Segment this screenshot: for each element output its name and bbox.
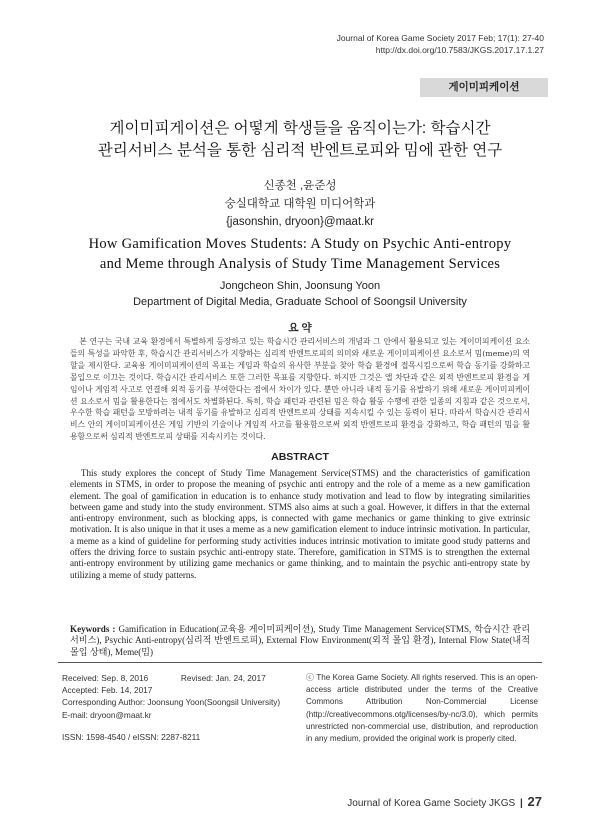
page-number: 27 [527, 794, 542, 809]
divider-rule [58, 662, 542, 663]
korean-abstract-heading: 요 약 [288, 322, 312, 334]
keywords-list: Gamification in Education(교육용 게이미피케이션), Study Time Management Service(STMS, 학습시간 관리서비스), Psychic Anti-entropy(심리적 반엔트로피), External Flow Environment(외적 몰입 환경), Internal Flow State(내적 몰입 상태), Meme(밈) [70, 624, 530, 657]
english-author-names: Jongcheon Shin, Joonsung Yoon [219, 280, 381, 292]
keywords-block [70, 624, 530, 658]
author-email[interactable]: E-mail: dryoon@maat.kr [62, 709, 152, 720]
english-abstract-heading: ABSTRACT [271, 451, 329, 463]
copyright-notice: ⓒ The Korea Game Society. All rights reserved. This is an open-access article distributed under the terms of the Creative Commons Attribution Non-Commercial License (http://creativecommons.otg/licenses/by-nc/3.0), which permits unrestricted non-commercial use, distribution, and reproduction in any medium, provided the original work is properly cited. [306, 673, 538, 744]
english-authors-block [40, 278, 560, 310]
english-affiliation: Department of Digital Media, Graduate School of Soongsil University [133, 296, 467, 308]
journal-header [337, 32, 544, 56]
korean-affiliation: 숭실대학교 대학원 미디어학과 [224, 198, 376, 210]
doi-link[interactable]: http://dx.doi.org/10.7583/JKGS.2017.17.1.27 [375, 45, 544, 55]
english-title [40, 234, 560, 274]
footer-journal-name: Journal of Korea Game Society JKGS [347, 798, 516, 809]
issn-line: ISSN: 1598-4540 / eISSN: 2287-8211 [62, 731, 201, 742]
journal-citation: Journal of Korea Game Society 2017 Feb; 17(1): 27-40 [336, 33, 544, 43]
korean-title-line-2: 관리서비스 분석을 통한 심리적 반엔트로피와 밈에 관한 연구 [97, 142, 503, 159]
corresponding-author: Corresponding Author: Joonsung Yoon(Soongsil University) [62, 697, 281, 708]
footer-separator: | [519, 798, 523, 809]
section-tag: 게이미피케이션 [420, 78, 548, 97]
korean-author-names: 신종천 ,윤준성 [263, 180, 337, 192]
revised-date: Revised: Jan. 24, 2017 [180, 673, 266, 683]
received-revised-line [62, 672, 287, 684]
english-title-line-2: and Meme through Analysis of Study Time Management Services [99, 256, 501, 272]
korean-authors-block [40, 177, 560, 231]
received-date: Received: Sep. 8, 2016 [62, 673, 149, 683]
english-title-line-1: How Gamification Moves Students: A Study on Psychic Anti-entropy [88, 236, 512, 252]
keywords-label: Keywords : [70, 624, 116, 634]
korean-abstract-text: 본 연구는 국내 교육 환경에서 특별하게 등장하고 있는 학습시간 관리서비스의 개념과 그 안에서 활용되고 있는 게이미피케이션 요소들의 특성을 파악한 후, 학습시간 관리서비스가 지향하는 심리적 반엔트로피의 의미와 새로운 게이미피케이션 요소로서 밈(meme)의 역할을 제시한다. 교육용 게이미피케이션의 목표는 게임과 학습의 유사한 부분을 찾아 학습 환경에 접목시킴으로써 학습 동기를 강화하고 몰입으로 이끄는 것이다. 학습시간 관리서비스 또한 그러한 목표를 지향한다. 하지만 그것은 앱 차단과 같은 외적 반엔트로피 환경을 게임이나 게임적 사고로 연결해 외적 동기를 부여한다는 점에서 차이가 있다. 뿐만 아니라 내적 동기를 유발하기 위해 새로운 게이미피케이션 요소로서 밈을 활용한다는 점에서도 차별화된다. 특히, 학습 패턴과 관련된 밈은 학습 활동 수행에 관한 일종의 지침과 같은 것으로서, 우수한 학습 패턴을 모방하려는 내적 동기를 유발하고 심리적 반엔트로피 상태를 지속시킬 수 있는 동력이 된다. 따라서 학습시간 관리서비스 안의 게이미피케이션은 게임 기반의 기술이나 게임적 사고를 활용함으로써 외적 반엔트로피 환경을 강화하고, 학습 패턴의 밈을 활용함으로써 심리적 반엔트로피 상태를 지속시키는 것이다. [70, 337, 530, 442]
korean-title [40, 118, 560, 162]
korean-title-line-1: 게이미피게이션은 어떻게 학생들을 움직이는가: 학습시간 [109, 120, 491, 137]
page-footer [347, 794, 542, 809]
english-abstract-text: This study explores the concept of Study Time Management Service(STMS) and the characteristics of gamification elements in STMS, in order to propose the meaning of psychic anti entropy and the role of a meme as a new gamification element. The goal of gamification in education is to enhance study motivation and lead to flow by integrating similarities between game and study into the study environment. STMS also aims at such a goal. However, it differs in that the external anti-entropy environment, such as blocking apps, is connected with game mechanics or game thinking to give extrinsic motivation. It is also unique in that it uses a meme as a new gamification element to induce intrinsic motivation. In particular, a meme as a kind of guideline for performing study activities induces intrinsic motivation to imitate good study patterns and offers the driving force to sustain psychic anti-entropy state. Therefore, gamification in STMS is to strengthen the external anti-entropy environment by utilizing game mechanics or game thinking, and to maintain the psychic anti-entropy state by utilizing a meme of study patterns. [70, 468, 530, 580]
article-info [62, 672, 287, 743]
accepted-date: Accepted: Feb. 14, 2017 [62, 685, 153, 696]
author-emails[interactable]: {jasonshin, dryoon}@maat.kr [226, 216, 374, 228]
